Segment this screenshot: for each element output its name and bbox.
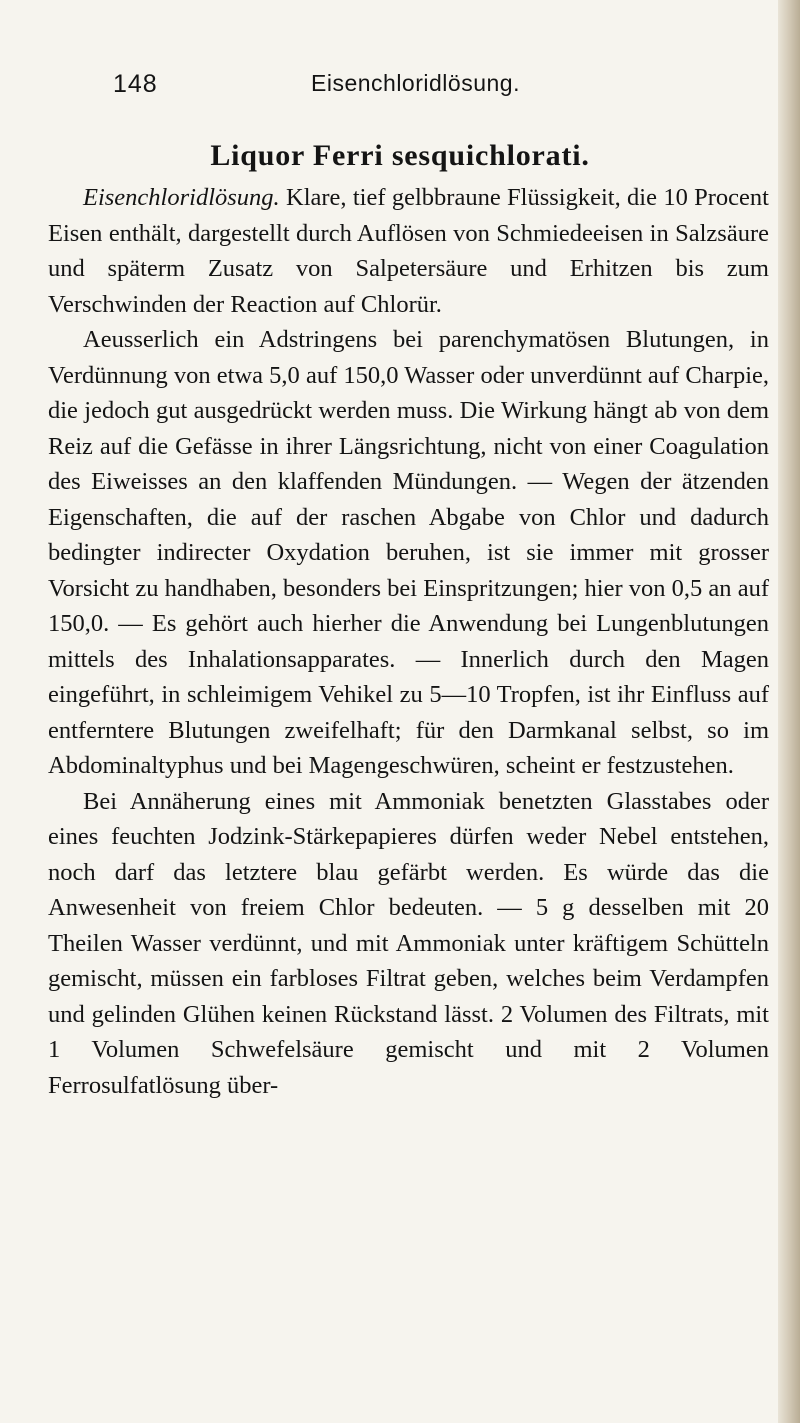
german-name: Eisenchloridlösung. — [83, 184, 280, 211]
paragraph-usage: Aeusserlich ein Adstringens bei parenchymatösen Blutungen, in Verdünnung von etwa 5,0 auf 150,0 Wasser oder unverdünnt auf Charpie, die jedoch gut ausgedrückt werden muss. Die Wirkung hängt ab von dem Reiz auf die Gefässe in ihrer Längsrichtung, nicht von einer Coagulation des Eiweisses an den klaffenden Mündungen. — Wegen der ätzenden Eigenschaften, die auf der raschen Abgabe von Chlor und dadurch bedingter indirecter Oxydation beruhen, ist sie immer mit grosser Vorsicht zu handhaben, besonders bei Einspritzungen; hier von 0,5 an auf 150,0. — Es gehört auch hierher die Anwendung bei Lungenblutungen mittels des Inhalationsapparates. — Innerlich durch den Magen eingeführt, in schleimigem Vehikel zu 5—10 Tropfen, ist ihr Einfluss auf entferntere Blutungen zweifelhaft; für den Darmkanal selbst, so im Abdominaltyphus und bei Magengeschwüren, scheint er festzustehen. — [48, 326, 769, 779]
article-title: Liquor Ferri sesquichlorati. — [210, 139, 590, 172]
article-body — [48, 180, 769, 1103]
paragraph-text: Klare, tief gelbbraune Flüssigkeit, die 10 Procent Eisen enthält, dargestellt durch Auflösen von Schmiedeeisen in Salzsäure und späterm Zusatz von Salpetersäure und Erhitzen bis zum Verschwinden der Reaction auf Chlorür. — [48, 184, 769, 318]
page-edge — [778, 0, 800, 1423]
page-number: 148 — [113, 70, 158, 98]
running-head: Eisenchloridlösung. — [311, 70, 520, 96]
paragraph-tests: Bei Annäherung eines mit Ammoniak benetzten Glasstabes oder eines feuchten Jodzink-Stärkepapieres dürfen weder Nebel entstehen, noch darf das letztere blau gefärbt werden. Es würde das die Anwesenheit von freiem Chlor bedeuten. — 5 g desselben mit 20 Theilen Wasser verdünnt, und mit Ammoniak unter kräftigem Schütteln gemischt, müssen ein farbloses Filtrat geben, welches beim Verdampfen und gelinden Glühen keinen Rückstand lässt. 2 Volumen des Filtrats, mit 1 Volumen Schwefelsäure gemischt und mit 2 Volumen Ferrosulfatlösung über- — [48, 787, 769, 1099]
page-header — [113, 70, 673, 104]
paragraph-definition — [48, 180, 769, 322]
